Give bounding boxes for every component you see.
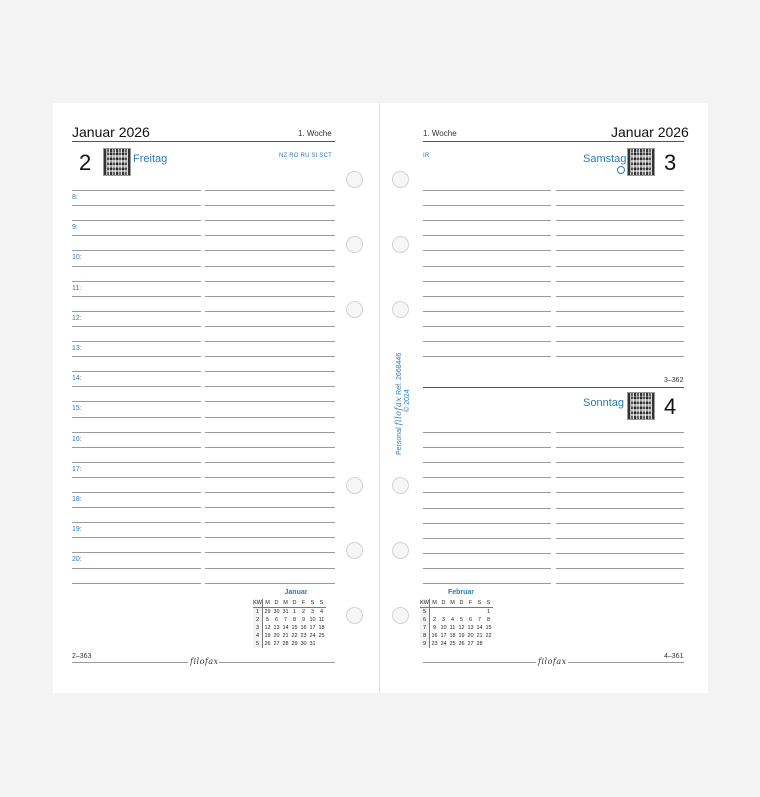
ruled-line xyxy=(205,220,335,221)
calendar-day: 3 xyxy=(441,617,446,623)
ruled-line xyxy=(423,296,551,297)
calendar-day: 22 xyxy=(485,633,492,639)
week-label: 1. Woche xyxy=(298,129,332,138)
hour-label: 14: xyxy=(72,375,82,383)
calendar-day: 18 xyxy=(449,633,456,639)
calendar-day xyxy=(466,608,475,617)
calendar-day: 24 xyxy=(309,633,316,639)
ruled-line xyxy=(423,250,551,251)
spine-filofax-logo: filofax xyxy=(394,396,403,426)
ruled-line xyxy=(556,477,684,478)
ruled-line xyxy=(72,371,201,372)
calendar-day: 11 xyxy=(449,625,456,631)
ruled-line xyxy=(423,235,551,236)
calendar-day: 15 xyxy=(291,625,298,631)
ruled-line xyxy=(72,356,201,357)
week-number: 1 xyxy=(253,608,263,617)
ruled-line xyxy=(72,568,201,569)
calendar-day xyxy=(448,608,457,617)
ruled-line xyxy=(205,235,335,236)
ruled-line xyxy=(423,553,551,554)
ruled-line xyxy=(72,281,201,282)
calendar-day: 5 xyxy=(459,617,464,623)
ruled-line xyxy=(556,447,684,448)
ruled-line xyxy=(72,250,201,251)
calendar-header: D xyxy=(272,599,281,608)
ruled-line xyxy=(423,356,551,357)
ruled-line xyxy=(556,326,684,327)
calendar-header: M xyxy=(430,599,440,608)
ruled-line xyxy=(72,235,201,236)
calendar-day: 17 xyxy=(309,625,316,631)
calendar-day: 22 xyxy=(291,633,298,639)
ruled-line xyxy=(72,537,201,538)
mini-calendar-february xyxy=(420,599,493,648)
hour-label: 8: xyxy=(72,194,78,201)
day-name-sunday: Sonntag xyxy=(583,397,624,409)
ruled-line xyxy=(556,508,684,509)
qr-code-icon xyxy=(103,148,131,176)
ruled-line xyxy=(205,386,335,387)
calendar-day: 19 xyxy=(458,633,465,639)
calendar-day: 23 xyxy=(300,633,307,639)
calendar-day: 16 xyxy=(431,633,438,639)
calendar-day: 26 xyxy=(458,641,465,647)
calendar-day: 31 xyxy=(309,641,316,647)
ruled-line xyxy=(72,522,201,523)
hour-label: 16: xyxy=(72,435,82,443)
week-number: 2 xyxy=(253,616,263,624)
calendar-day: 28 xyxy=(282,641,289,647)
calendar-day: 23 xyxy=(431,641,438,647)
ruled-line xyxy=(423,190,551,191)
ruled-line xyxy=(205,507,335,508)
calendar-day: 20 xyxy=(467,633,474,639)
ruled-line xyxy=(556,538,684,539)
ruled-line xyxy=(205,552,335,553)
ruled-line xyxy=(72,507,201,508)
ruled-line xyxy=(205,462,335,463)
ruled-line xyxy=(72,386,201,387)
calendar-day: 28 xyxy=(476,641,483,647)
hour-label: 15: xyxy=(72,405,82,413)
ruled-line xyxy=(72,492,201,493)
calendar-day: 16 xyxy=(300,625,307,631)
calendar-header: D xyxy=(290,599,299,608)
ruled-line xyxy=(72,432,201,433)
week-number: 3 xyxy=(253,624,263,632)
ruled-line xyxy=(72,341,201,342)
hour-label: 18: xyxy=(72,496,82,503)
calendar-day: 4 xyxy=(319,609,324,615)
punch-hole xyxy=(346,171,363,188)
ruled-line xyxy=(423,568,551,569)
calendar-header: S xyxy=(317,599,326,608)
ruled-line xyxy=(556,492,684,493)
calendar-day: 27 xyxy=(467,641,474,647)
calendar-day: 24 xyxy=(440,641,447,647)
ruled-line xyxy=(72,190,201,191)
moon-phase-icon xyxy=(617,166,625,174)
mini-calendar-title: Februar xyxy=(447,589,475,596)
calendar-header: KW xyxy=(420,600,429,606)
calendar-day xyxy=(439,608,448,617)
calendar-week-row xyxy=(253,632,326,640)
punch-hole xyxy=(392,171,409,188)
ruled-line xyxy=(205,250,335,251)
ruled-line xyxy=(556,235,684,236)
ruled-line xyxy=(556,296,684,297)
calendar-day: 13 xyxy=(273,625,280,631)
calendar-day: 20 xyxy=(273,633,280,639)
ruled-line xyxy=(205,311,335,312)
copyright-text: © 2024 xyxy=(404,389,411,412)
ruled-line xyxy=(556,462,684,463)
calendar-day: 9 xyxy=(301,617,306,623)
hour-label: 17: xyxy=(72,465,82,473)
day-name: Freitag xyxy=(133,153,168,165)
ruled-line xyxy=(205,417,335,418)
ruled-line xyxy=(72,583,201,584)
ruled-line xyxy=(205,447,335,448)
calendar-week-row xyxy=(420,640,493,648)
ruled-line xyxy=(205,266,335,267)
calendar-day xyxy=(484,640,493,648)
punch-hole xyxy=(392,236,409,253)
calendar-day: 8 xyxy=(486,617,491,623)
calendar-header: D xyxy=(439,599,448,608)
ruled-line xyxy=(72,220,201,221)
calendar-week-row xyxy=(420,616,493,624)
calendar-day: 8 xyxy=(292,617,297,623)
ruled-line xyxy=(556,266,684,267)
week-number: 9 xyxy=(420,640,430,648)
calendar-day: 21 xyxy=(282,633,289,639)
calendar-day: 14 xyxy=(476,625,483,631)
ruled-line xyxy=(556,432,684,433)
ruled-line xyxy=(423,220,551,221)
ruled-line xyxy=(423,205,551,206)
week-number: 7 xyxy=(420,624,430,632)
ruled-line xyxy=(205,281,335,282)
calendar-day: 10 xyxy=(440,625,447,631)
ruled-line xyxy=(423,583,551,584)
ruled-line xyxy=(423,447,551,448)
calendar-day: 19 xyxy=(264,633,271,639)
ruled-line xyxy=(423,311,551,312)
calendar-week-row xyxy=(420,608,493,617)
calendar-header: F xyxy=(299,599,308,608)
ruled-line xyxy=(205,296,335,297)
calendar-day: 10 xyxy=(309,617,316,623)
ruled-line xyxy=(556,205,684,206)
ruled-line xyxy=(423,538,551,539)
ruled-line xyxy=(72,296,201,297)
calendar-day: 4 xyxy=(450,617,455,623)
calendar-day: 21 xyxy=(476,633,483,639)
ruled-line xyxy=(205,356,335,357)
calendar-week-row xyxy=(253,640,326,648)
qr-code-icon xyxy=(627,392,655,420)
calendar-day: 1 xyxy=(292,609,297,615)
filofax-logo: filofax xyxy=(190,657,219,666)
punch-hole xyxy=(392,301,409,318)
calendar-day xyxy=(430,608,440,617)
ruled-line xyxy=(556,356,684,357)
ruled-line xyxy=(423,266,551,267)
calendar-day xyxy=(475,608,484,617)
calendar-day: 7 xyxy=(283,617,288,623)
calendar-day: 30 xyxy=(300,641,307,647)
ruled-line xyxy=(423,508,551,509)
punch-hole xyxy=(392,542,409,559)
qr-code-icon xyxy=(627,148,655,176)
ruled-line xyxy=(72,477,201,478)
ruled-line xyxy=(205,401,335,402)
spine-text xyxy=(394,353,403,455)
ruled-line xyxy=(423,462,551,463)
calendar-day: 18 xyxy=(318,625,325,631)
ruled-line xyxy=(205,432,335,433)
ruled-line xyxy=(556,341,684,342)
punch-hole xyxy=(346,236,363,253)
calendar-day: 30 xyxy=(273,609,280,615)
calendar-week-row xyxy=(420,632,493,640)
page-reference: 2–363 xyxy=(72,653,92,660)
calendar-week-row xyxy=(253,608,326,617)
calendar-day: 2 xyxy=(432,617,437,623)
ruled-line xyxy=(423,432,551,433)
left-page xyxy=(53,103,380,693)
calendar-day xyxy=(317,640,326,648)
day-number: 2 xyxy=(79,150,92,175)
ruled-line xyxy=(72,266,201,267)
ruled-line xyxy=(556,568,684,569)
calendar-header: S xyxy=(308,599,317,608)
hour-label: 20: xyxy=(72,556,82,564)
calendar-day: 17 xyxy=(440,633,447,639)
mini-calendar-title: Januar xyxy=(284,589,308,596)
calendar-day: 29 xyxy=(291,641,298,647)
hour-label: 9: xyxy=(72,224,78,232)
hour-label: 19: xyxy=(72,526,82,534)
calendar-day: 31 xyxy=(282,609,289,615)
punch-hole xyxy=(346,542,363,559)
ruled-line xyxy=(205,537,335,538)
calendar-week-row xyxy=(253,624,326,632)
ruled-line xyxy=(72,417,201,418)
month-title: Januar 2026 xyxy=(72,124,150,140)
hour-label: 10: xyxy=(72,254,82,262)
calendar-header: M xyxy=(448,599,457,608)
ruled-line xyxy=(205,371,335,372)
ruled-line xyxy=(205,583,335,584)
week-number: 5 xyxy=(253,640,263,648)
reference-number: Ref. 2668446 xyxy=(396,352,403,395)
calendar-header: M xyxy=(263,599,273,608)
calendar-day: 12 xyxy=(264,625,271,631)
calendar-week-row xyxy=(420,624,493,632)
punch-hole xyxy=(346,607,363,624)
calendar-header: F xyxy=(466,599,475,608)
ruled-line xyxy=(556,523,684,524)
calendar-header: D xyxy=(457,599,466,608)
punch-hole xyxy=(346,301,363,318)
edition-label: Personal xyxy=(396,427,403,455)
ruled-line xyxy=(423,341,551,342)
day-number-saturday: 3 xyxy=(664,150,677,175)
ruled-line xyxy=(423,326,551,327)
calendar-day: 25 xyxy=(449,641,456,647)
day-number-sunday: 4 xyxy=(664,394,677,419)
ruled-line xyxy=(423,492,551,493)
ruled-line xyxy=(556,190,684,191)
ruled-line xyxy=(72,205,201,206)
calendar-header: S xyxy=(484,599,493,608)
ruled-line xyxy=(205,568,335,569)
week-number: 4 xyxy=(253,632,263,640)
calendar-day: 15 xyxy=(485,625,492,631)
week-number: 5 xyxy=(420,608,430,617)
hour-label: 13: xyxy=(72,345,82,352)
holiday-codes: IR xyxy=(423,153,430,159)
calendar-day: 9 xyxy=(432,625,437,631)
ruled-line xyxy=(72,326,201,327)
hour-label: 12: xyxy=(72,314,82,322)
ruled-line xyxy=(423,477,551,478)
ruled-line xyxy=(72,401,201,402)
calendar-day xyxy=(457,608,466,617)
calendar-day: 1 xyxy=(486,609,491,615)
calendar-day: 6 xyxy=(468,617,473,623)
ruled-line xyxy=(556,583,684,584)
ruled-line xyxy=(72,462,201,463)
calendar-header: M xyxy=(281,599,290,608)
calendar-header: KW xyxy=(253,600,262,606)
calendar-day: 3 xyxy=(310,609,315,615)
punch-hole xyxy=(346,477,363,494)
ruled-line xyxy=(205,492,335,493)
ruled-line xyxy=(205,477,335,478)
page-reference: 4–361 xyxy=(664,653,684,660)
ruled-line xyxy=(205,326,335,327)
ruled-line xyxy=(556,281,684,282)
calendar-day: 7 xyxy=(477,617,482,623)
month-title: Januar 2026 xyxy=(611,124,689,140)
ruled-line xyxy=(72,311,201,312)
punch-hole xyxy=(392,607,409,624)
day-reference: 3–362 xyxy=(664,377,684,384)
ruled-line xyxy=(205,205,335,206)
ruled-line xyxy=(72,552,201,553)
right-page xyxy=(380,103,708,693)
filofax-logo: filofax xyxy=(538,657,567,666)
calendar-week-row xyxy=(253,616,326,624)
ruled-line xyxy=(556,250,684,251)
holiday-codes: NZ RO RU SI SCT xyxy=(279,153,333,159)
ruled-line xyxy=(423,523,551,524)
week-number: 6 xyxy=(420,616,430,624)
calendar-day: 11 xyxy=(318,617,325,623)
punch-hole xyxy=(392,477,409,494)
calendar-day: 2 xyxy=(301,609,306,615)
day-name-saturday: Samstag xyxy=(583,153,627,165)
ruled-line xyxy=(72,447,201,448)
calendar-day: 5 xyxy=(265,617,270,623)
calendar-day: 6 xyxy=(274,617,279,623)
ruled-line xyxy=(205,341,335,342)
calendar-day: 25 xyxy=(318,633,325,639)
week-label: 1. Woche xyxy=(423,129,457,138)
ruled-line xyxy=(205,190,335,191)
ruled-line xyxy=(556,311,684,312)
ruled-line xyxy=(205,522,335,523)
hour-label: 11: xyxy=(72,284,82,292)
ruled-line xyxy=(556,553,684,554)
ruled-line xyxy=(423,281,551,282)
calendar-day: 27 xyxy=(273,641,280,647)
mini-calendar-january xyxy=(253,599,326,648)
calendar-day: 26 xyxy=(264,641,271,647)
calendar-header: S xyxy=(475,599,484,608)
ruled-line xyxy=(556,220,684,221)
week-number: 8 xyxy=(420,632,430,640)
calendar-day: 14 xyxy=(282,625,289,631)
calendar-day: 29 xyxy=(264,609,271,615)
calendar-day: 12 xyxy=(458,625,465,631)
calendar-day: 13 xyxy=(467,625,474,631)
